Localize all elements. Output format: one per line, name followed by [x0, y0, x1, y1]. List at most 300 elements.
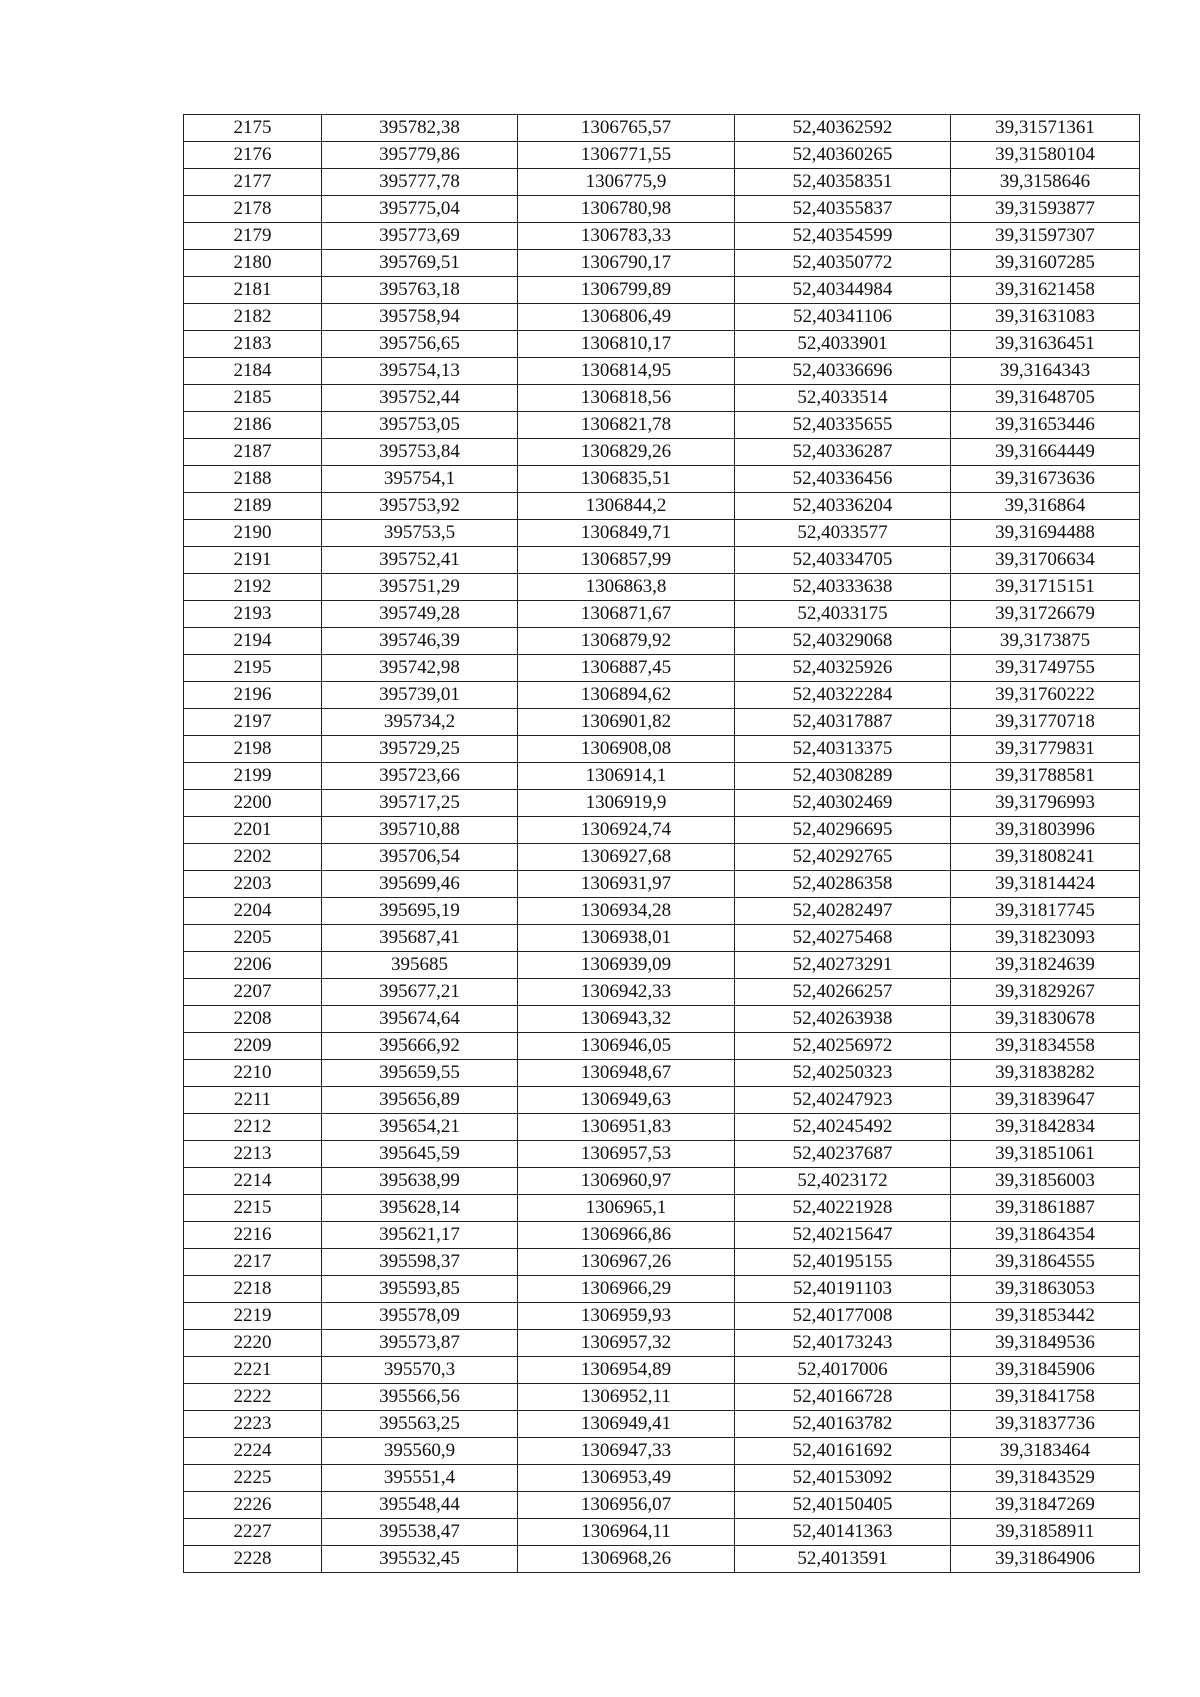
- table-row: [184, 844, 1140, 871]
- latitude-cell: 52,40355837: [735, 196, 951, 223]
- coordinates-table: [183, 114, 1140, 1573]
- x-coordinate-cell: 395753,05: [322, 412, 518, 439]
- x-coordinate-cell: 395752,44: [322, 385, 518, 412]
- y-coordinate-cell: 1306959,93: [518, 1303, 735, 1330]
- x-coordinate-cell: 395752,41: [322, 547, 518, 574]
- x-coordinate-cell: 395758,94: [322, 304, 518, 331]
- longitude-cell: 39,31858911: [951, 1519, 1140, 1546]
- longitude-cell: 39,31706634: [951, 547, 1140, 574]
- x-coordinate-cell: 395560,9: [322, 1438, 518, 1465]
- table-row: [184, 1384, 1140, 1411]
- table-row: [184, 1168, 1140, 1195]
- longitude-cell: 39,31715151: [951, 574, 1140, 601]
- latitude-cell: 52,40362592: [735, 115, 951, 142]
- longitude-cell: 39,31779831: [951, 736, 1140, 763]
- x-coordinate-cell: 395598,37: [322, 1249, 518, 1276]
- longitude-cell: 39,31770718: [951, 709, 1140, 736]
- latitude-cell: 52,40358351: [735, 169, 951, 196]
- longitude-cell: 39,31664449: [951, 439, 1140, 466]
- longitude-cell: 39,31830678: [951, 1006, 1140, 1033]
- longitude-cell: 39,31841758: [951, 1384, 1140, 1411]
- longitude-cell: 39,31842834: [951, 1114, 1140, 1141]
- latitude-cell: 52,40221928: [735, 1195, 951, 1222]
- latitude-cell: 52,40292765: [735, 844, 951, 871]
- table-row: [184, 223, 1140, 250]
- x-coordinate-cell: 395677,21: [322, 979, 518, 1006]
- table-row: [184, 1330, 1140, 1357]
- longitude-cell: 39,31839647: [951, 1087, 1140, 1114]
- x-coordinate-cell: 395739,01: [322, 682, 518, 709]
- point-number-cell: 2215: [184, 1195, 322, 1222]
- latitude-cell: 52,40341106: [735, 304, 951, 331]
- table-row: [184, 1492, 1140, 1519]
- longitude-cell: 39,31847269: [951, 1492, 1140, 1519]
- point-number-cell: 2223: [184, 1411, 322, 1438]
- latitude-cell: 52,40336456: [735, 466, 951, 493]
- table-row: [184, 1276, 1140, 1303]
- latitude-cell: 52,4033901: [735, 331, 951, 358]
- latitude-cell: 52,40245492: [735, 1114, 951, 1141]
- longitude-cell: 39,31631083: [951, 304, 1140, 331]
- longitude-cell: 39,31814424: [951, 871, 1140, 898]
- longitude-cell: 39,31580104: [951, 142, 1140, 169]
- x-coordinate-cell: 395593,85: [322, 1276, 518, 1303]
- table-row: [184, 898, 1140, 925]
- x-coordinate-cell: 395685: [322, 952, 518, 979]
- x-coordinate-cell: 395773,69: [322, 223, 518, 250]
- y-coordinate-cell: 1306765,57: [518, 115, 735, 142]
- x-coordinate-cell: 395777,78: [322, 169, 518, 196]
- latitude-cell: 52,40237687: [735, 1141, 951, 1168]
- point-number-cell: 2216: [184, 1222, 322, 1249]
- y-coordinate-cell: 1306957,53: [518, 1141, 735, 1168]
- latitude-cell: 52,40150405: [735, 1492, 951, 1519]
- y-coordinate-cell: 1306780,98: [518, 196, 735, 223]
- x-coordinate-cell: 395674,64: [322, 1006, 518, 1033]
- x-coordinate-cell: 395756,65: [322, 331, 518, 358]
- y-coordinate-cell: 1306818,56: [518, 385, 735, 412]
- y-coordinate-cell: 1306957,32: [518, 1330, 735, 1357]
- latitude-cell: 52,40360265: [735, 142, 951, 169]
- x-coordinate-cell: 395753,84: [322, 439, 518, 466]
- table-row: [184, 1519, 1140, 1546]
- table-row: [184, 655, 1140, 682]
- table-row: [184, 574, 1140, 601]
- x-coordinate-cell: 395563,25: [322, 1411, 518, 1438]
- y-coordinate-cell: 1306938,01: [518, 925, 735, 952]
- y-coordinate-cell: 1306927,68: [518, 844, 735, 871]
- y-coordinate-cell: 1306968,26: [518, 1546, 735, 1573]
- y-coordinate-cell: 1306829,26: [518, 439, 735, 466]
- y-coordinate-cell: 1306887,45: [518, 655, 735, 682]
- table-row: [184, 817, 1140, 844]
- table-row: [184, 1438, 1140, 1465]
- latitude-cell: 52,40263938: [735, 1006, 951, 1033]
- latitude-cell: 52,4017006: [735, 1357, 951, 1384]
- y-coordinate-cell: 1306947,33: [518, 1438, 735, 1465]
- longitude-cell: 39,31621458: [951, 277, 1140, 304]
- y-coordinate-cell: 1306783,33: [518, 223, 735, 250]
- longitude-cell: 39,31843529: [951, 1465, 1140, 1492]
- point-number-cell: 2222: [184, 1384, 322, 1411]
- y-coordinate-cell: 1306965,1: [518, 1195, 735, 1222]
- coordinates-table-body: [184, 115, 1140, 1573]
- x-coordinate-cell: 395746,39: [322, 628, 518, 655]
- y-coordinate-cell: 1306943,32: [518, 1006, 735, 1033]
- y-coordinate-cell: 1306821,78: [518, 412, 735, 439]
- point-number-cell: 2226: [184, 1492, 322, 1519]
- point-number-cell: 2213: [184, 1141, 322, 1168]
- latitude-cell: 52,40215647: [735, 1222, 951, 1249]
- latitude-cell: 52,40173243: [735, 1330, 951, 1357]
- latitude-cell: 52,40333638: [735, 574, 951, 601]
- table-row: [184, 250, 1140, 277]
- longitude-cell: 39,31864555: [951, 1249, 1140, 1276]
- table-row: [184, 1249, 1140, 1276]
- longitude-cell: 39,316864: [951, 493, 1140, 520]
- y-coordinate-cell: 1306934,28: [518, 898, 735, 925]
- point-number-cell: 2194: [184, 628, 322, 655]
- x-coordinate-cell: 395749,28: [322, 601, 518, 628]
- y-coordinate-cell: 1306879,92: [518, 628, 735, 655]
- x-coordinate-cell: 395687,41: [322, 925, 518, 952]
- point-number-cell: 2183: [184, 331, 322, 358]
- table-row: [184, 979, 1140, 1006]
- longitude-cell: 39,31838282: [951, 1060, 1140, 1087]
- point-number-cell: 2188: [184, 466, 322, 493]
- y-coordinate-cell: 1306949,63: [518, 1087, 735, 1114]
- longitude-cell: 39,31653446: [951, 412, 1140, 439]
- x-coordinate-cell: 395659,55: [322, 1060, 518, 1087]
- y-coordinate-cell: 1306942,33: [518, 979, 735, 1006]
- table-row: [184, 1303, 1140, 1330]
- latitude-cell: 52,40336696: [735, 358, 951, 385]
- longitude-cell: 39,31803996: [951, 817, 1140, 844]
- table-row: [184, 871, 1140, 898]
- latitude-cell: 52,40335655: [735, 412, 951, 439]
- longitude-cell: 39,31851061: [951, 1141, 1140, 1168]
- latitude-cell: 52,40344984: [735, 277, 951, 304]
- point-number-cell: 2204: [184, 898, 322, 925]
- longitude-cell: 39,31597307: [951, 223, 1140, 250]
- point-number-cell: 2211: [184, 1087, 322, 1114]
- latitude-cell: 52,4013591: [735, 1546, 951, 1573]
- longitude-cell: 39,3158646: [951, 169, 1140, 196]
- x-coordinate-cell: 395573,87: [322, 1330, 518, 1357]
- longitude-cell: 39,31861887: [951, 1195, 1140, 1222]
- longitude-cell: 39,3164343: [951, 358, 1140, 385]
- y-coordinate-cell: 1306810,17: [518, 331, 735, 358]
- point-number-cell: 2191: [184, 547, 322, 574]
- longitude-cell: 39,31636451: [951, 331, 1140, 358]
- latitude-cell: 52,40247923: [735, 1087, 951, 1114]
- point-number-cell: 2195: [184, 655, 322, 682]
- longitude-cell: 39,31864354: [951, 1222, 1140, 1249]
- latitude-cell: 52,40266257: [735, 979, 951, 1006]
- y-coordinate-cell: 1306967,26: [518, 1249, 735, 1276]
- point-number-cell: 2217: [184, 1249, 322, 1276]
- x-coordinate-cell: 395570,3: [322, 1357, 518, 1384]
- latitude-cell: 52,40177008: [735, 1303, 951, 1330]
- y-coordinate-cell: 1306956,07: [518, 1492, 735, 1519]
- point-number-cell: 2192: [184, 574, 322, 601]
- y-coordinate-cell: 1306960,97: [518, 1168, 735, 1195]
- y-coordinate-cell: 1306857,99: [518, 547, 735, 574]
- x-coordinate-cell: 395578,09: [322, 1303, 518, 1330]
- x-coordinate-cell: 395638,99: [322, 1168, 518, 1195]
- y-coordinate-cell: 1306771,55: [518, 142, 735, 169]
- point-number-cell: 2197: [184, 709, 322, 736]
- y-coordinate-cell: 1306924,74: [518, 817, 735, 844]
- table-row: [184, 952, 1140, 979]
- longitude-cell: 39,31863053: [951, 1276, 1140, 1303]
- table-row: [184, 682, 1140, 709]
- x-coordinate-cell: 395751,29: [322, 574, 518, 601]
- y-coordinate-cell: 1306946,05: [518, 1033, 735, 1060]
- table-row: [184, 493, 1140, 520]
- latitude-cell: 52,40191103: [735, 1276, 951, 1303]
- latitude-cell: 52,40308289: [735, 763, 951, 790]
- point-number-cell: 2224: [184, 1438, 322, 1465]
- table-row: [184, 1195, 1140, 1222]
- latitude-cell: 52,40336287: [735, 439, 951, 466]
- table-row: [184, 277, 1140, 304]
- longitude-cell: 39,31648705: [951, 385, 1140, 412]
- table-row: [184, 601, 1140, 628]
- point-number-cell: 2186: [184, 412, 322, 439]
- latitude-cell: 52,40302469: [735, 790, 951, 817]
- x-coordinate-cell: 395548,44: [322, 1492, 518, 1519]
- latitude-cell: 52,40296695: [735, 817, 951, 844]
- table-row: [184, 115, 1140, 142]
- x-coordinate-cell: 395656,89: [322, 1087, 518, 1114]
- x-coordinate-cell: 395645,59: [322, 1141, 518, 1168]
- x-coordinate-cell: 395779,86: [322, 142, 518, 169]
- table-row: [184, 196, 1140, 223]
- longitude-cell: 39,31845906: [951, 1357, 1140, 1384]
- x-coordinate-cell: 395699,46: [322, 871, 518, 898]
- x-coordinate-cell: 395628,14: [322, 1195, 518, 1222]
- point-number-cell: 2182: [184, 304, 322, 331]
- longitude-cell: 39,31788581: [951, 763, 1140, 790]
- point-number-cell: 2227: [184, 1519, 322, 1546]
- point-number-cell: 2220: [184, 1330, 322, 1357]
- y-coordinate-cell: 1306966,86: [518, 1222, 735, 1249]
- point-number-cell: 2198: [184, 736, 322, 763]
- x-coordinate-cell: 395734,2: [322, 709, 518, 736]
- point-number-cell: 2177: [184, 169, 322, 196]
- latitude-cell: 52,40256972: [735, 1033, 951, 1060]
- x-coordinate-cell: 395723,66: [322, 763, 518, 790]
- longitude-cell: 39,3183464: [951, 1438, 1140, 1465]
- point-number-cell: 2228: [184, 1546, 322, 1573]
- point-number-cell: 2202: [184, 844, 322, 871]
- x-coordinate-cell: 395782,38: [322, 115, 518, 142]
- longitude-cell: 39,31853442: [951, 1303, 1140, 1330]
- latitude-cell: 52,40313375: [735, 736, 951, 763]
- point-number-cell: 2206: [184, 952, 322, 979]
- y-coordinate-cell: 1306863,8: [518, 574, 735, 601]
- table-row: [184, 412, 1140, 439]
- x-coordinate-cell: 395538,47: [322, 1519, 518, 1546]
- table-row: [184, 925, 1140, 952]
- x-coordinate-cell: 395763,18: [322, 277, 518, 304]
- point-number-cell: 2225: [184, 1465, 322, 1492]
- x-coordinate-cell: 395710,88: [322, 817, 518, 844]
- longitude-cell: 39,31849536: [951, 1330, 1140, 1357]
- longitude-cell: 39,31834558: [951, 1033, 1140, 1060]
- longitude-cell: 39,31796993: [951, 790, 1140, 817]
- latitude-cell: 52,40161692: [735, 1438, 951, 1465]
- table-row: [184, 169, 1140, 196]
- point-number-cell: 2190: [184, 520, 322, 547]
- point-number-cell: 2218: [184, 1276, 322, 1303]
- latitude-cell: 52,40153092: [735, 1465, 951, 1492]
- latitude-cell: 52,40250323: [735, 1060, 951, 1087]
- y-coordinate-cell: 1306954,89: [518, 1357, 735, 1384]
- y-coordinate-cell: 1306775,9: [518, 169, 735, 196]
- y-coordinate-cell: 1306939,09: [518, 952, 735, 979]
- y-coordinate-cell: 1306949,41: [518, 1411, 735, 1438]
- x-coordinate-cell: 395753,92: [322, 493, 518, 520]
- longitude-cell: 39,31824639: [951, 952, 1140, 979]
- latitude-cell: 52,40195155: [735, 1249, 951, 1276]
- point-number-cell: 2199: [184, 763, 322, 790]
- longitude-cell: 39,31593877: [951, 196, 1140, 223]
- y-coordinate-cell: 1306894,62: [518, 682, 735, 709]
- table-row: [184, 1357, 1140, 1384]
- table-row: [184, 520, 1140, 547]
- y-coordinate-cell: 1306835,51: [518, 466, 735, 493]
- table-row: [184, 358, 1140, 385]
- longitude-cell: 39,31823093: [951, 925, 1140, 952]
- longitude-cell: 39,31694488: [951, 520, 1140, 547]
- longitude-cell: 39,31864906: [951, 1546, 1140, 1573]
- point-number-cell: 2193: [184, 601, 322, 628]
- point-number-cell: 2209: [184, 1033, 322, 1060]
- y-coordinate-cell: 1306948,67: [518, 1060, 735, 1087]
- x-coordinate-cell: 395666,92: [322, 1033, 518, 1060]
- longitude-cell: 39,31837736: [951, 1411, 1140, 1438]
- x-coordinate-cell: 395566,56: [322, 1384, 518, 1411]
- y-coordinate-cell: 1306964,11: [518, 1519, 735, 1546]
- point-number-cell: 2208: [184, 1006, 322, 1033]
- point-number-cell: 2178: [184, 196, 322, 223]
- point-number-cell: 2196: [184, 682, 322, 709]
- x-coordinate-cell: 395775,04: [322, 196, 518, 223]
- latitude-cell: 52,40336204: [735, 493, 951, 520]
- point-number-cell: 2176: [184, 142, 322, 169]
- latitude-cell: 52,40334705: [735, 547, 951, 574]
- table-row: [184, 790, 1140, 817]
- table-row: [184, 736, 1140, 763]
- point-number-cell: 2184: [184, 358, 322, 385]
- table-row: [184, 304, 1140, 331]
- latitude-cell: 52,40273291: [735, 952, 951, 979]
- longitude-cell: 39,31829267: [951, 979, 1140, 1006]
- point-number-cell: 2201: [184, 817, 322, 844]
- x-coordinate-cell: 395532,45: [322, 1546, 518, 1573]
- table-row: [184, 628, 1140, 655]
- point-number-cell: 2221: [184, 1357, 322, 1384]
- x-coordinate-cell: 395754,13: [322, 358, 518, 385]
- latitude-cell: 52,40322284: [735, 682, 951, 709]
- x-coordinate-cell: 395695,19: [322, 898, 518, 925]
- y-coordinate-cell: 1306953,49: [518, 1465, 735, 1492]
- y-coordinate-cell: 1306814,95: [518, 358, 735, 385]
- point-number-cell: 2179: [184, 223, 322, 250]
- table-row: [184, 763, 1140, 790]
- x-coordinate-cell: 395621,17: [322, 1222, 518, 1249]
- x-coordinate-cell: 395753,5: [322, 520, 518, 547]
- x-coordinate-cell: 395769,51: [322, 250, 518, 277]
- x-coordinate-cell: 395729,25: [322, 736, 518, 763]
- y-coordinate-cell: 1306790,17: [518, 250, 735, 277]
- longitude-cell: 39,31607285: [951, 250, 1140, 277]
- point-number-cell: 2189: [184, 493, 322, 520]
- x-coordinate-cell: 395742,98: [322, 655, 518, 682]
- point-number-cell: 2200: [184, 790, 322, 817]
- point-number-cell: 2207: [184, 979, 322, 1006]
- point-number-cell: 2205: [184, 925, 322, 952]
- x-coordinate-cell: 395754,1: [322, 466, 518, 493]
- latitude-cell: 52,40317887: [735, 709, 951, 736]
- y-coordinate-cell: 1306901,82: [518, 709, 735, 736]
- y-coordinate-cell: 1306799,89: [518, 277, 735, 304]
- point-number-cell: 2214: [184, 1168, 322, 1195]
- x-coordinate-cell: 395717,25: [322, 790, 518, 817]
- point-number-cell: 2185: [184, 385, 322, 412]
- table-row: [184, 142, 1140, 169]
- longitude-cell: 39,31856003: [951, 1168, 1140, 1195]
- point-number-cell: 2181: [184, 277, 322, 304]
- table-row: [184, 1033, 1140, 1060]
- y-coordinate-cell: 1306931,97: [518, 871, 735, 898]
- y-coordinate-cell: 1306908,08: [518, 736, 735, 763]
- latitude-cell: 52,40282497: [735, 898, 951, 925]
- point-number-cell: 2203: [184, 871, 322, 898]
- latitude-cell: 52,4033175: [735, 601, 951, 628]
- latitude-cell: 52,40286358: [735, 871, 951, 898]
- table-row: [184, 1006, 1140, 1033]
- table-row: [184, 1546, 1140, 1573]
- point-number-cell: 2219: [184, 1303, 322, 1330]
- y-coordinate-cell: 1306952,11: [518, 1384, 735, 1411]
- longitude-cell: 39,31760222: [951, 682, 1140, 709]
- latitude-cell: 52,40350772: [735, 250, 951, 277]
- y-coordinate-cell: 1306806,49: [518, 304, 735, 331]
- table-row: [184, 1087, 1140, 1114]
- y-coordinate-cell: 1306966,29: [518, 1276, 735, 1303]
- table-row: [184, 1465, 1140, 1492]
- latitude-cell: 52,40141363: [735, 1519, 951, 1546]
- table-row: [184, 439, 1140, 466]
- latitude-cell: 52,4033514: [735, 385, 951, 412]
- latitude-cell: 52,40354599: [735, 223, 951, 250]
- latitude-cell: 52,40275468: [735, 925, 951, 952]
- y-coordinate-cell: 1306849,71: [518, 520, 735, 547]
- point-number-cell: 2175: [184, 115, 322, 142]
- latitude-cell: 52,40166728: [735, 1384, 951, 1411]
- longitude-cell: 39,31749755: [951, 655, 1140, 682]
- latitude-cell: 52,40325926: [735, 655, 951, 682]
- point-number-cell: 2187: [184, 439, 322, 466]
- point-number-cell: 2210: [184, 1060, 322, 1087]
- table-row: [184, 331, 1140, 358]
- latitude-cell: 52,40329068: [735, 628, 951, 655]
- x-coordinate-cell: 395706,54: [322, 844, 518, 871]
- table-row: [184, 1114, 1140, 1141]
